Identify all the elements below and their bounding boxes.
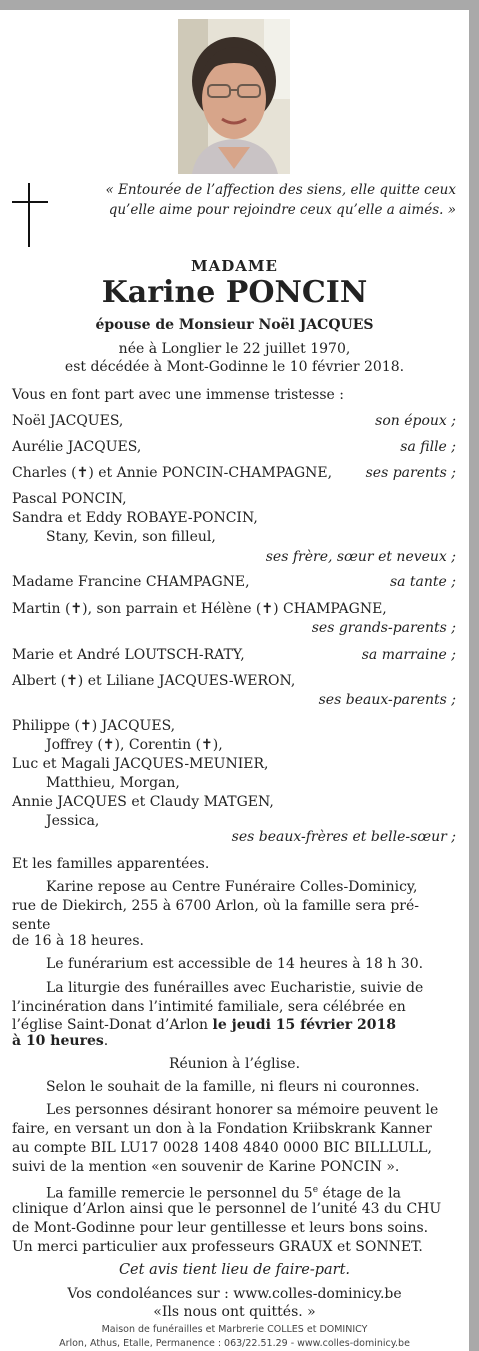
text-line: Les personnes désirant honorer sa mémoire peuvent le (46, 1102, 439, 1118)
families-line: Et les familles apparentées. (12, 856, 210, 872)
cross-icon (10, 183, 50, 247)
family-name: Marie et André LOUTSCH-RATY, (12, 647, 245, 663)
thanks-text: La famille remercie le personnel du 5 (46, 1185, 313, 1202)
family-relation: ses frère, sœur et neveux ; (265, 549, 456, 565)
text-line: Selon le souhait de la famille, ni fleurs ni couronnes. (46, 1079, 420, 1095)
family-name-line: Albert (✝) et Liliane JACQUES-WERON, (12, 673, 296, 689)
family-relation: sa fille ; (400, 439, 456, 455)
spouse-line: épouse de Monsieur Noël JACQUES (95, 317, 374, 333)
family-name-line: Jessica, (46, 813, 100, 829)
family-name: Noël JACQUES, (12, 413, 124, 429)
text-line: clinique d’Arlon ainsi que le personnel de l’unité 43 du CHU (12, 1201, 442, 1217)
family-entry (12, 464, 456, 483)
text-line: sente (12, 917, 51, 933)
quote: « Entourée de l’affection des siens, elle quitte ceux qu’elle aime pour rejoindre ceux qu’elle a aimés. » (105, 182, 456, 218)
obituary-card (0, 10, 469, 1351)
text-line (12, 1032, 456, 1051)
ceremony-date: le jeudi 15 février 2018 (212, 1017, 397, 1033)
text-line: faire, en versant un don à la Fondation Kriibskrank Kanner (12, 1121, 432, 1137)
text-line: suivi de la mention «en souvenir de Karine PONCIN ». (12, 1159, 400, 1175)
family-name: Aurélie JACQUES, (12, 439, 142, 455)
thanks-text: étage de la (318, 1185, 401, 1202)
footer-contact: Arlon, Athus, Etalle, Permanence : 063/22.51.29 - www.colles-dominicy.be (59, 1338, 410, 1349)
text-line: Le funérarium est accessible de 14 heures à 18 h 30. (46, 956, 424, 972)
family-entry (12, 412, 456, 431)
family-name: Charles (✝) et Annie PONCIN-CHAMPAGNE, (12, 465, 333, 481)
text-line: rue de Diekirch, 255 à 6700 Arlon, où la famille sera pré- (12, 898, 419, 914)
closing-line: «Ils nous ont quittés. » (153, 1304, 316, 1320)
family-name-line: Matthieu, Morgan, (46, 775, 180, 791)
period: . (103, 1033, 109, 1049)
family-name: Madame Francine CHAMPAGNE, (12, 574, 250, 590)
family-relation: ses grands-parents ; (311, 620, 456, 636)
family-entry (12, 573, 456, 592)
family-relation: son époux ; (375, 413, 456, 429)
family-name-line: Sandra et Eddy ROBAYE-PONCIN, (12, 510, 258, 526)
notice-line: Cet avis tient lieu de faire-part. (118, 1262, 351, 1278)
family-entry (12, 438, 456, 457)
text-line: Karine repose au Centre Funéraire Colles-Dominicy, (46, 879, 418, 895)
condolences-line: Vos condoléances sur : www.colles-dominicy.be (67, 1286, 402, 1302)
family-name-line: Stany, Kevin, son filleul, (46, 529, 216, 545)
text-line: de Mont-Godinne pour leur gentillesse et leurs bons soins. (12, 1220, 429, 1236)
text-line: de 16 à 18 heures. (12, 933, 144, 949)
family-name-line: Pascal PONCIN, (12, 491, 127, 507)
birth-line: née à Longlier le 22 juillet 1970, (118, 341, 351, 357)
family-relation: ses parents ; (365, 465, 456, 481)
deceased-name: Karine PONCIN (101, 275, 368, 310)
family-name-line: Luc et Magali JACQUES-MEUNIER, (12, 756, 269, 772)
death-line: est décédée à Mont-Godinne le 10 février 2018. (64, 359, 405, 375)
text-line: Un merci particulier aux professeurs GRAUX et SONNET. (12, 1239, 423, 1255)
text-line: La liturgie des funérailles avec Eucharistie, suivie de (46, 980, 424, 996)
church-text: l’église Saint-Donat d’Arlon (12, 1017, 213, 1033)
family-relation: sa marraine ; (361, 647, 456, 663)
family-relation: sa tante ; (389, 574, 456, 590)
intro-line: Vous en font part avec une immense tristesse : (12, 387, 345, 403)
family-relation: ses beaux-frères et belle-sœur ; (231, 829, 456, 845)
family-name-line: Annie JACQUES et Claudy MATGEN, (12, 794, 274, 810)
text-line: l’incinération dans l’intimité familiale, sera célébrée en (12, 999, 406, 1015)
family-name-line: Philippe (✝) JACQUES, (12, 718, 176, 734)
meeting-line: Réunion à l’église. (168, 1056, 301, 1072)
ordinal-sup: e (312, 1185, 319, 1195)
footer-company: Maison de funérailles et Marbrerie COLLES et DOMINICY (101, 1324, 368, 1335)
family-name-line: Joffrey (✝), Corentin (✝), (46, 737, 223, 753)
ceremony-time: à 10 heures (12, 1033, 104, 1049)
family-relation: ses beaux-parents ; (318, 692, 456, 708)
text-line: au compte BIL LU17 0028 1408 4840 0000 BIC BILLLULL, (12, 1140, 432, 1156)
title-madame: MADAME (191, 257, 278, 275)
family-entry (12, 646, 456, 665)
portrait-photo (178, 19, 290, 174)
family-name-line: Martin (✝), son parrain et Hélène (✝) CHAMPAGNE, (12, 601, 387, 617)
